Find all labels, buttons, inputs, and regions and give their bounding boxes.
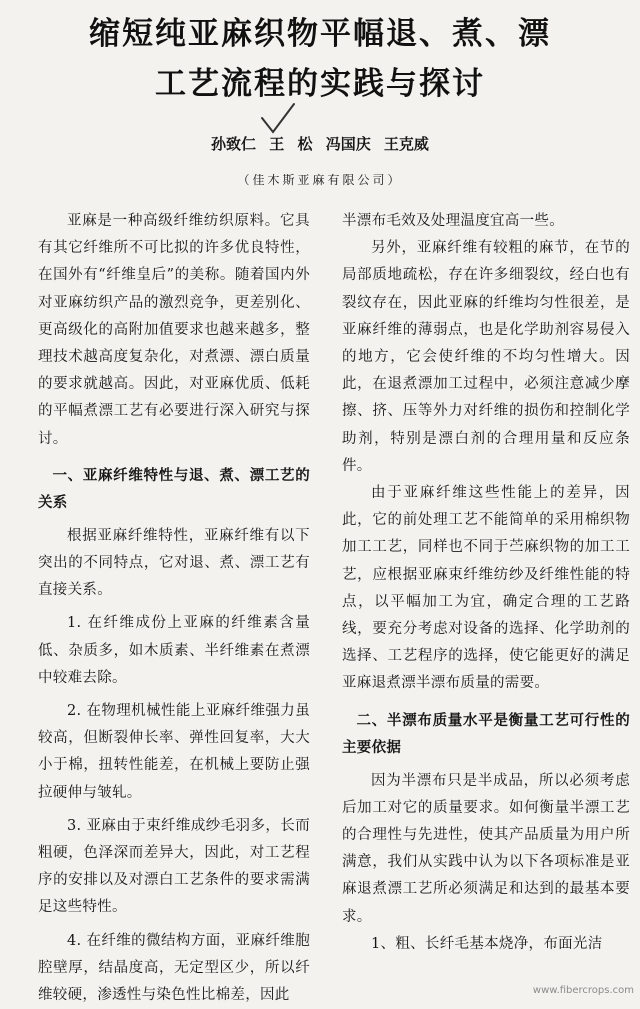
title-line-1: 缩短纯亚麻织物平幅退、煮、漂 [89,16,551,52]
left-column [38,208,310,1009]
authors: 孙致仁 王 松 冯国庆 王克威 [211,135,429,153]
section-heading-1: 一、亚麻纤维特性与退、煮、漂工艺的关系 [38,467,310,511]
section-heading-2: 二、半漂布质量水平是衡量工艺可行性的主要依据 [342,712,630,756]
list-item: 3. 亚麻由于束纤维成纱毛羽多，长而粗硬，色泽深而差异大，因此，对工艺程序的安排以及对漂白工艺条件的要求需满足这些特性。 [38,817,310,916]
paragraph: 根据亚麻纤维特性，亚麻纤维有以下突出的不同特点，它对退、煮、漂工艺有直接关系。 [38,527,310,599]
affiliation: （佳木斯亚麻有限公司） [237,173,403,187]
list-item: 1. 在纤维成份上亚麻的纤维素含量低、杂质多，如木质素、半纤维素在煮漂中较难去除。 [38,615,310,686]
list-item: 1、粗、长纤毛基本烧净，布面光洁 [371,935,603,952]
list-item: 2. 在物理机械性能上亚麻纤维强力虽较高，但断裂伸长率、弹性回复率，大大小于棉，扭转性能差，在机械上要防止强拉硬伸与皱轧。 [38,703,310,801]
watermark: www.fibercrops.com [532,985,634,996]
paragraph-continued: 半漂布毛效及处理温度宜高一些。 [342,213,564,229]
list-item: 4. 在纤维的微结构方面，亚麻纤维胞腔壁厚，结晶度高，无定型区少，所以纤维较硬，渗透性与染色性比棉差，因此 [38,932,310,1004]
paragraph: 亚麻是一种高级纤维纺织原料。它具有其它纤维所不可比拟的许多优良特性，在国外有“纤维皇后”的美称。随着国内外对亚麻纺织产品的激烈竞争，更差别化、更高级化的高附加值要求也越来越多，整理技术越高度复杂化，对煮漂、漂白质量的要求就越高。因此，对亚麻优质、低耗的平幅煮漂工艺有必要进行深入研究与探讨。 [38,213,310,447]
paragraph: 因为半漂布只是半成品，所以必须考虑后加工对它的质量要求。如何衡量半漂工艺的合理性与先进性，使其产品质量为用户所满意，我们从实践中认为以下各项标准是亚麻退煮漂工艺所必须满足和达到的最基本要求。 [342,772,630,925]
right-column [342,208,630,958]
paragraph: 另外，亚麻纤维有较粗的麻节，在节的局部质地疏松，存在许多细裂纹，经白也有裂纹存在，因此亚麻的纤维均匀性很差，是亚麻纤维的薄弱点，也是化学助剂容易侵入的地方，它会使纤维的不均匀性增大。因此，在退煮漂加工过程中，必须注意减少摩擦、挤、压等外力对纤维的损伤和控制化学助剂，特别是漂白剂的合理用量和反应条件。 [342,240,630,474]
title-line-2: 工艺流程的实践与探讨 [155,66,485,102]
paragraph: 由于亚麻纤维这些性能上的差异，因此，它的前处理工艺不能简单的采用棉织物加工工艺，同样也不同于苎麻织物的加工工艺，应根据亚麻束纤维纺纱及纤维性能的特点，以平幅加工为宜，确定合理的工艺路线，要充分考虑对设备的选择、化学助剂的选择、工艺程序的选择，使它能更好的满足亚麻退煮漂半漂布质量的需要。 [342,485,630,692]
